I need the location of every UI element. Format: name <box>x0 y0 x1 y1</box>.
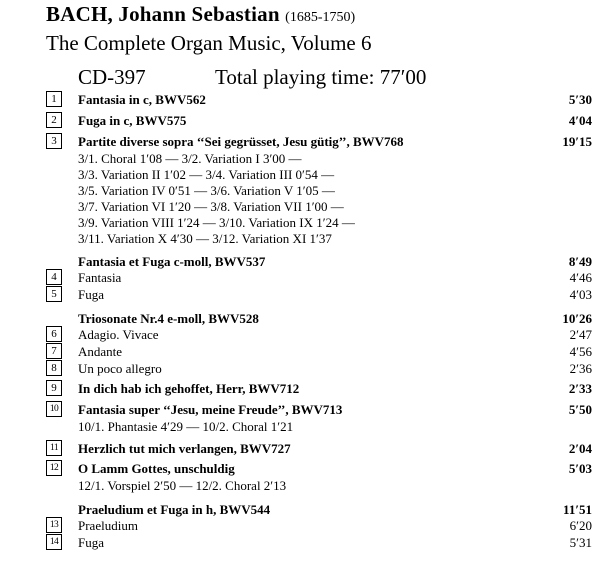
track-time: 4′56 <box>569 344 592 359</box>
track-time: 4′46 <box>569 270 592 285</box>
track-title: Praeludium <box>78 518 138 533</box>
track-title: Adagio. Vivace <box>78 327 159 342</box>
variation-line: 3/5. Variation IV 0′51 — 3/6. Variation V 1′05 — <box>78 183 335 198</box>
track-title: Fantasia <box>78 270 122 285</box>
track-number-box: 9 <box>46 380 62 396</box>
work-group-title: Fantasia et Fuga c-moll, BWV537 <box>78 254 266 269</box>
variation-line: 3/11. Variation X 4′30 — 3/12. Variation XI 1′37 <box>78 231 332 246</box>
section-line: 10/1. Phantasie 4′29 — 10/2. Choral 1′21 <box>78 419 294 434</box>
track-time: 2′47 <box>569 327 592 342</box>
work-group-time: 8′49 <box>568 254 592 269</box>
variation-line: 3/7. Variation VI 1′20 — 3/8. Variation VII 1′00 — <box>78 199 344 214</box>
track-time: 19′15 <box>562 134 592 149</box>
work-group-title: Triosonate Nr.4 e-moll, BWV528 <box>78 311 259 326</box>
composer-name: BACH, Johann Sebastian <box>46 2 280 26</box>
track-time: 2′04 <box>568 441 592 456</box>
work-title: The Complete Organ Music, Volume 6 <box>46 31 372 55</box>
cd-number: CD-397 <box>78 65 146 89</box>
total-playing-time: Total playing time: 77′00 <box>215 65 427 89</box>
track-number-box: 12 <box>46 460 62 476</box>
track-time: 2′33 <box>568 381 592 396</box>
track-title: Fuga <box>78 535 104 550</box>
track-number-box: 10 <box>46 401 62 417</box>
track-time: 5′03 <box>568 461 592 476</box>
variation-line: 3/9. Variation VIII 1′24 — 3/10. Variation IX 1′24 — <box>78 215 355 230</box>
track-number-box: 11 <box>46 440 62 456</box>
track-number-box: 13 <box>46 517 62 533</box>
track-time: 5′50 <box>568 402 592 417</box>
composer-dates: (1685-1750) <box>285 10 356 25</box>
track-title: Fuga <box>78 287 104 302</box>
track-number-box: 6 <box>46 326 62 342</box>
track-time: 2′36 <box>569 361 592 376</box>
track-title: Fantasia in c, BWV562 <box>78 92 206 107</box>
track-title: Partite diverse sopra ‘‘Sei gegrüsset, Jesu gütig’’, BWV768 <box>78 134 404 149</box>
track-title: O Lamm Gottes, unschuldig <box>78 461 235 476</box>
work-group-time: 10′26 <box>562 311 592 326</box>
track-title: Andante <box>78 344 123 359</box>
work-group-title: Praeludium et Fuga in h, BWV544 <box>78 502 271 517</box>
composer-line <box>46 2 355 27</box>
work-group-time: 11′51 <box>563 502 592 517</box>
track-number-box: 14 <box>46 534 62 550</box>
variation-line: 3/3. Variation II 1′02 — 3/4. Variation III 0′54 — <box>78 167 335 182</box>
track-number-box: 1 <box>46 91 62 107</box>
track-number-box: 4 <box>46 269 62 285</box>
track-number-box: 2 <box>46 112 62 128</box>
track-title: In dich hab ich gehoffet, Herr, BWV712 <box>78 381 300 396</box>
track-title: Herzlich tut mich verlangen, BWV727 <box>78 441 291 456</box>
variation-line: 3/1. Choral 1′08 — 3/2. Variation I 3′00 — <box>78 151 302 166</box>
track-time: 4′04 <box>568 113 592 128</box>
track-number-box: 5 <box>46 286 62 302</box>
track-title: Fuga in c, BWV575 <box>78 113 187 128</box>
track-time: 5′31 <box>569 535 592 550</box>
track-number-box: 7 <box>46 343 62 359</box>
track-time: 4′03 <box>569 287 592 302</box>
track-time: 6′20 <box>569 518 592 533</box>
track-title: Un poco allegro <box>78 361 162 376</box>
track-number-box: 8 <box>46 360 62 376</box>
track-time: 5′30 <box>568 92 592 107</box>
section-line: 12/1. Vorspiel 2′50 — 12/2. Choral 2′13 <box>78 478 287 493</box>
track-title: Fantasia super ‘‘Jesu, meine Freude’’, BWV713 <box>78 402 343 417</box>
track-number-box: 3 <box>46 133 62 149</box>
